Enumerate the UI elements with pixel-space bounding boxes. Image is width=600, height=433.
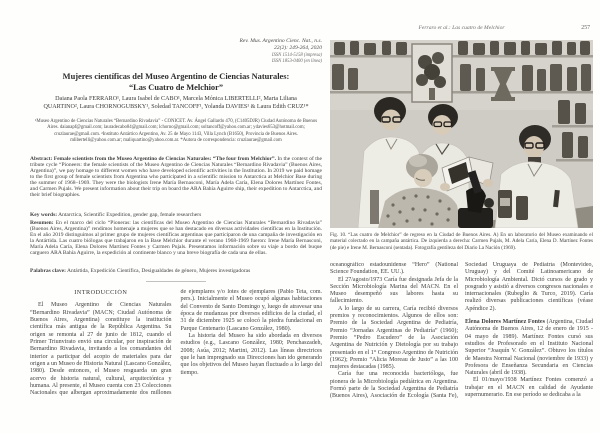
shelf-edge-4: [556, 159, 593, 162]
abstract-text: In the context of the tribute cycle “Pioneers: the female scientists of the Museo Argentino de Ciencias Naturales “Bernardino Rivadavia” (Buenos Aires, Argentina)”, we pay homage to different women who have developed scientific activities in the Institution. In 2019 we paid homage to the first group of female scientists from Argentina who participated in a scientific mission to Antarctica at Melchior Base during the summer of 1968–1969. They were the biologists Irene María Bernasconi, María Adela Caría, Elena Dolores Martínez Fontes, and Carmen Pujals. We present information about their trip on board the ARA Bahía Aguirre ship, their expedition to Antarctica, and their brief biographies.: [30, 156, 322, 198]
palabras-clave-line: [30, 268, 322, 274]
four-scientists-lab-photo: [330, 40, 593, 228]
resumen-label: Resumen:: [30, 220, 54, 226]
keywords-label: Key words:: [30, 212, 58, 218]
issn-online: ISSN 1853-0400 (en línea): [271, 58, 322, 64]
figure-caption: Fig. 10. “Las cuatro de Melchior” de regreso en la Ciudad de Buenos Aires. A) En un laboratorio del Museo examinando el material colectado en la campaña antártica. De izquierda a derecha: Carmen Pujals, M. Adela Caría, Elena D. Martínez Fontes (de pie) e Irene M. Bernasconi (sentada). Fotografía gentileza del Diario La Nación (1969).: [330, 232, 593, 251]
section-divider: [146, 281, 206, 282]
framed-flowers: [412, 44, 452, 102]
journal-citation-line: 22(2): 249-264, 2020: [273, 45, 322, 52]
keywords-line: [30, 212, 322, 218]
article-title: [30, 71, 322, 94]
abstract-label: Abstract: Female scientists from the Museo Argentino de Ciencias Naturales: “The four from Melchior”.: [30, 156, 277, 162]
keywords-text: Antarctica, Scientific Expedition, gender gap, female researchers: [57, 212, 202, 218]
body-columns: [330, 262, 593, 403]
introduction-paragraph-2: La historia del Museo ha sido abordada en diversos estudios (e.g., Lascano González, 1980; Penchaszadeh, 2008; Asúa, 2012; Martini, 2012). Las líneas directrices que le han impregnado sus Direcciones han ido generando que los objetivos del Museo hayan fluctuado a lo largo del tiempo.: [180, 333, 322, 376]
introduction-paragraph-1: El Museo Argentino de Ciencias Naturales “Bernardino Rivadavia” (MACN; Ciudad Autónoma de Buenos Aires, Argentina) constituye la institución científica más antigua de la República Argentina. Su origen se remonta al 27 de junio de 1812, cuando el Primer Triunvirato envió una circular, por inspiración de Bernardino Rivadavia, invitando a los comandantes del interior a participar del acopio de materiales para dar origen a un Museo de Historia Natural (Lascano González, 1980). Desde entonces, el Museo resguarda un gran acervo de historia natural, cultural, arquitectónica y humana. Al presente, el Museo cuenta con 23 Colecciones Nacionales que albergan aproximadamente dos millones de ejemplares y/o lotes de ejemplares (Pablo Teta, com. pers.). Inicialmente el Museo ocupó algunas habitaciones del Convento de Santo Domingo y, luego de atravesar una época de mudanzas por diversos edificios de la ciudad, el 31 de diciembre 1925 se colocó la piedra fundacional en Parque Centenario (Lascano González, 1980).: [30, 289, 322, 397]
affiliations: ¹Museo Argentino de Ciencias Naturales “Bernardino Rivadavia” - CONICET. Av. Ángel Gallardo 470, (C1405DJR) Ciudad Autónoma de Buenos Aires. daianapf@gmail.com; lauradecabo84@gmail.com; lchorno@gmail.com; soltancoff@yahoo.com.ar; ydavies653@hotmail.com; cruzlaurae@gmail.com. ²Instituto Antártico Argentino, Av. 25 de Mayo 1143, Villa Lynch (B1650), Provincia de Buenos Aires. mlibertelli@yahoo.com.ar; maliquartino@yahoo.com.ar. *Autora de correspondencia: cruzlaurae@gmail.com: [34, 119, 318, 144]
body-paragraph-5: [465, 319, 593, 377]
issn-print: ISSN 1514-5158 (impresa): [271, 52, 322, 58]
shelf-edge-3: [552, 125, 593, 128]
body-paragraph-6: El 01/mayo/1938 Martínez Fontes comenzó a trabajar en el MACN en calidad de Ayudante supernumerario. En ese período se dedicaba a la: [465, 377, 593, 399]
journal-citation: [30, 38, 322, 65]
biography-text: (Argentina, Ciudad Autónoma de Buenos Aires, 12 de enero de 1915 - 04 mayo de 1989). Martínez Fontes cursó sus estudios de Profesorado en el Instituto Nacional Superior “Joaquín V. González”. Obtuvo los títulos de Maestra Normal Nacional (noviembre de 1933) y Profesora de Enseñanza Secundaria en Ciencias Naturales (abril de 1938).: [465, 319, 593, 377]
palabras-clave-label: Palabras clave:: [30, 268, 66, 274]
page-number: 257: [581, 25, 590, 31]
introduction-heading: INTRODUCCIÓN: [74, 289, 128, 296]
shelf-edge-1: [330, 55, 593, 58]
biography-name: Elena Dolores Martínez Fontes: [465, 319, 545, 326]
running-head: Ferraro et al.: Las cuatro de Melchior: [418, 25, 505, 31]
resumen-text: En el marco del ciclo “Pioneras: las científicas del Museo Argentino de Ciencias Naturales “Bernardino Rivadavia” (Buenos Aires, Argentina)” rendimos homenaje a mujeres que se han destacado en diversas actividades científicas en la Institución. En el año 2019 distinguimos al primer grupo de mujeres científicas argentinas que participaron de una campaña de investigación en la Antártida. Las cuatro biólogas que trabajaron en la Base Melchior durante el verano 1968-1969 fueron: Irene María Bernasconi, María Adela Caría, Elena Dolores Martínez Fontes y Carmen Pujals. Presentamos información sobre su viaje a bordo del buque carguero ARA Bahía Aguirre, la expedición al continente blanco y una breve biografía de cada una de ellas.: [30, 220, 322, 256]
palabras-clave-text: Antártida, Expedición Científica, Desigualdades de género, Mujeres investigadoras: [65, 268, 251, 274]
introduction-columns: [30, 289, 322, 403]
body-paragraph-2: El 27/agosto/1973 Caría fue designada Jefa de la Sección Microbiología Marina del MACN. En el Museo desempeñó sus labores hasta su fallecimiento.: [330, 276, 458, 305]
body-paragraph-4: Caría fue una reconocida bacterióloga, fue pionera de la Microbiología pediátrica en Argentina. Formó parte de la Sociedad Argentina de Pediatría (Buenos Aires), Asociación de Ecología (Santa Fe), Sociedad Uruguaya de Pediatría (Montevideo, Uruguay) y del Comité Latinoamericano de Microbiología Ambiental. Dictó cursos de grado y posgrado y asistió a diversos congresos nacionales e internacionales (Rubeglio & Turco, 2019). Caría realizó diversas publicaciones científicas (véase Apéndice 2).: [330, 262, 593, 400]
authors-line: Daiana Paola FERRARO¹, Laura Isabel de CABO¹, Marcela Mónica LIBERTELLI², Marta Liliana QUARTINO², Laura CHORNOGUBSKY¹, Soledad TANCOFF¹, Yolanda DAVIES¹ & Laura Edith CRUZ¹*: [43, 96, 309, 111]
article-title-line1: Mujeres científicas del Museo Argentino de Ciencias Naturales:: [62, 72, 290, 81]
shelf-edge-2: [330, 91, 593, 94]
body-paragraph-3: A lo largo de su carrera, Caría recibió diversos premios y reconocimientos. Algunos de ellos son: Premio de la Sociedad Argentina de Pediatría, Premio “Jornadas Argentinas de Pediatría” (1960); Premio “Pedro Escudero” de la Asociación Argentina de Nutrición y Dietología por su trabajo presentado en el 1° Congreso Argentino de Nutrición (1962); Premio “Alicia Moreau de Justo” a las 100 mujeres destacadas (1985).: [330, 305, 458, 371]
article-title-line2: “Las Cuatro de Melchior”: [128, 83, 224, 93]
figure-10-photo: [330, 40, 593, 228]
resumen-paragraph: [30, 221, 322, 257]
abstract-paragraph: [30, 157, 322, 199]
body-paragraph-1: oceanográfico estadounidense “Hero” (National Science Foundation, EE. UU.).: [330, 262, 458, 276]
journal-citation-line: Rev. Mus. Argentino Cienc. Nat., n.s.: [239, 38, 322, 44]
